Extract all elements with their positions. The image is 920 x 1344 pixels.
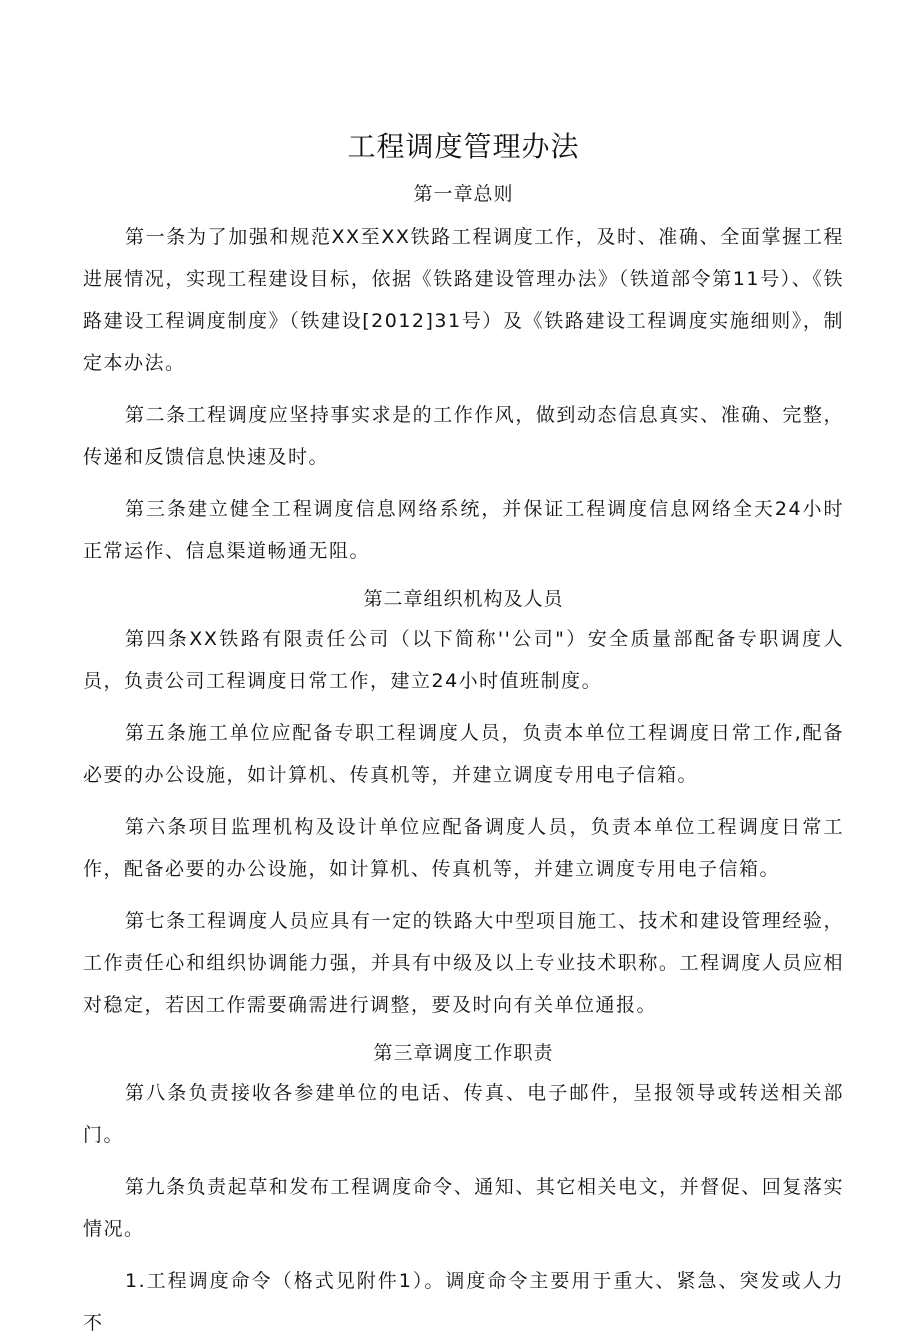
article-7: 第七条工程调度人员应具有一定的铁路大中型项目施工、技术和建设管理经验，工作责任心和组织协调能力强，并具有中级及以上专业技术职称。工程调度人员应相对稳定，若因工作需要确需进行调整，要及时向有关单位通报。 [83, 910, 844, 1016]
document-title: 工程调度管理办法 [347, 130, 580, 163]
chapter-3-heading: 第三章调度工作职责 [373, 1042, 554, 1064]
article-2: 第二条工程调度应坚持事实求是的工作作风，做到动态信息真实、准确、完整，传递和反馈信息快速及时。 [83, 404, 844, 468]
article-8: 第八条负责接收各参建单位的电话、传真、电子邮件，呈报领导或转送相关部门。 [83, 1082, 844, 1146]
article-3: 第三条建立健全工程调度信息网络系统，并保证工程调度信息网络全天24小时正常运作、信息渠道畅通无阻。 [83, 498, 844, 562]
article-1: 第一条为了加强和规范XX至XX铁路工程调度工作，及时、准确、全面掌握工程进展情况，实现工程建设目标，依据《铁路建设管理办法》（铁道部令第11号）、《铁路建设工程调度制度》（铁建设[2012]31号）及《铁路建设工程调度实施细则》，制定本办法。 [83, 226, 844, 374]
chapter-1-heading: 第一章总则 [413, 183, 514, 205]
article-9: 第九条负责起草和发布工程调度命令、通知、其它相关电文，并督促、回复落实情况。 [83, 1176, 844, 1240]
article-6: 第六条项目监理机构及设计单位应配备调度人员，负责本单位工程调度日常工作，配备必要的办公设施，如计算机、传真机等，并建立调度专用电子信箱。 [83, 816, 844, 880]
item-1: 1.工程调度命令（格式见附件1）。调度命令主要用于重大、紧急、突发或人力不 [83, 1270, 844, 1334]
chapter-2-heading: 第二章组织机构及人员 [363, 588, 564, 610]
article-5: 第五条施工单位应配备专职工程调度人员，负责本单位工程调度日常工作,配备必要的办公设施，如计算机、传真机等，并建立调度专用电子信箱。 [83, 722, 844, 786]
article-4: 第四条XX铁路有限责任公司（以下简称''公司"）安全质量部配备专职调度人员，负责公司工程调度日常工作，建立24小时值班制度。 [83, 628, 844, 692]
